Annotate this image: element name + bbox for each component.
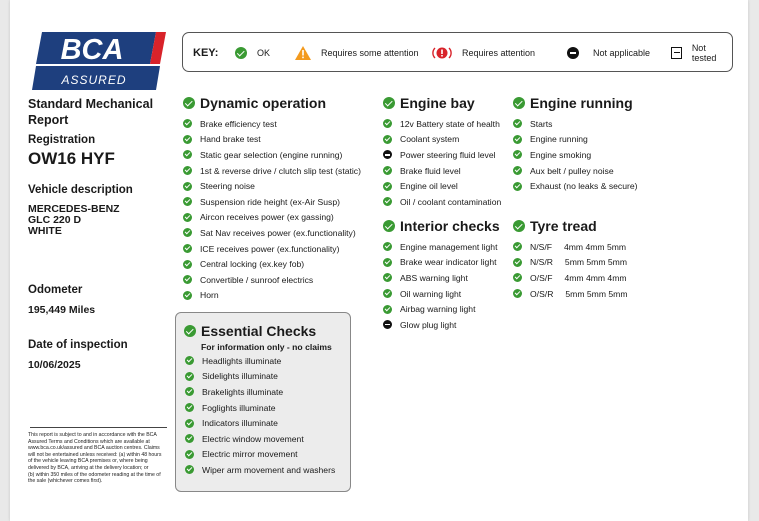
essential-checks-box	[175, 312, 351, 492]
check-item-label: Central locking (ex.key fob)	[200, 259, 305, 270]
engine-bay-section	[383, 95, 513, 210]
not-tested-icon	[671, 47, 682, 59]
check-item	[185, 431, 350, 447]
check-item-label: Convertible / sunroof electrics	[200, 274, 314, 285]
tyre-row	[513, 255, 653, 271]
check-item-label: Glow plug light	[400, 319, 457, 330]
dynamic-operation-section	[183, 95, 378, 303]
inspection-date-value: 10/06/2025	[28, 359, 81, 371]
check-item-label: Starts	[530, 118, 553, 129]
check-item-label: Headlights illuminate	[202, 355, 282, 366]
ok-icon	[184, 325, 196, 337]
ok-icon	[383, 258, 392, 267]
ok-icon	[183, 260, 192, 269]
key-requires-attention: Requires attention	[432, 33, 535, 73]
check-item-label: Oil / coolant contamination	[400, 196, 502, 207]
ok-icon	[513, 97, 525, 109]
ok-icon	[383, 197, 392, 206]
check-item	[183, 147, 378, 163]
check-item	[185, 462, 350, 478]
ok-icon	[383, 220, 395, 232]
check-item-label: Oil warning light	[400, 288, 462, 299]
check-item	[383, 239, 513, 255]
tyre-tread-section	[513, 218, 653, 301]
logo-sub-text: ASSURED	[61, 73, 127, 87]
check-item	[183, 132, 378, 148]
not-applicable-icon	[567, 47, 579, 59]
tyre-row	[513, 239, 653, 255]
logo-brand-text: BCA	[60, 34, 124, 66]
ok-icon	[383, 289, 392, 298]
tyre-depth: 4mm 4mm 4mm	[564, 272, 627, 283]
ok-icon	[185, 387, 194, 396]
check-item	[183, 272, 378, 288]
disclaimer-text: This report is subject to and in accordance with the BCA Assured Terms and Conditions which are available at www.bca.co.uk/assured and BCA auction centres. Claims will not be entertained unless received: (a) within 48 hours of the vehicle leaving BCA premises or, where being delivered by BCA, arriving at the delivery location; or (b) within 350 miles of the odometer reading at the time of the sale (whichever comes first).	[28, 432, 162, 485]
registration-label: Registration	[28, 134, 96, 146]
tyre-depth: 5mm 5mm 5mm	[564, 257, 627, 268]
ok-icon	[183, 97, 195, 109]
tyre-tread-title: Tyre tread	[513, 218, 653, 234]
ok-icon	[185, 356, 194, 365]
check-item-label: Aircon receives power (ex gassing)	[200, 212, 334, 223]
ok-icon	[383, 242, 392, 251]
dynamic-operation-title: Dynamic operation	[183, 95, 378, 111]
engine-running-title: Engine running	[513, 95, 653, 111]
check-item-label: Engine running	[530, 134, 588, 145]
ok-icon	[513, 119, 522, 128]
tyre-row	[513, 286, 653, 302]
check-item	[183, 225, 378, 241]
ok-icon	[183, 166, 192, 175]
ok-icon	[185, 465, 194, 474]
ok-icon	[183, 228, 192, 237]
check-item	[185, 400, 350, 416]
check-item	[183, 116, 378, 132]
bca-assured-logo	[32, 32, 166, 92]
check-item-label: Foglights illuminate	[202, 402, 276, 413]
check-item-label: Coolant system	[400, 134, 460, 145]
ok-icon	[513, 182, 522, 191]
check-item	[183, 210, 378, 226]
odometer-label: Odometer	[28, 284, 83, 296]
check-item	[383, 270, 513, 286]
check-item	[185, 353, 350, 369]
interior-checks-section	[383, 218, 513, 333]
check-item-label: 12v Battery state of health	[400, 118, 500, 129]
check-item	[183, 194, 378, 210]
ok-icon	[513, 166, 522, 175]
check-item-label: Engine management light	[400, 241, 498, 252]
vehicle-model: GLC 220 D	[28, 214, 82, 226]
tyre-depth: 4mm 4mm 5mm	[563, 241, 627, 252]
key-title: KEY:	[193, 47, 219, 59]
check-item	[185, 369, 350, 385]
ok-icon	[383, 182, 392, 191]
tyre-depth: 5mm 5mm 5mm	[565, 288, 628, 299]
check-item-label: Electric mirror movement	[202, 449, 298, 460]
check-item	[383, 116, 513, 132]
check-item	[383, 317, 513, 333]
check-item-label: Brake fluid level	[400, 165, 461, 176]
vehicle-description-label: Vehicle description	[28, 184, 133, 196]
check-item	[185, 384, 350, 400]
ok-icon	[183, 135, 192, 144]
essential-checks-subtitle: For information only - no claims	[201, 342, 332, 352]
ok-icon	[383, 305, 392, 314]
check-item-label: Static gear selection (engine running)	[200, 149, 343, 160]
ok-icon	[183, 213, 192, 222]
ok-icon	[183, 275, 192, 284]
check-item-label: Brakelights illuminate	[202, 386, 284, 397]
key-legend	[182, 32, 733, 72]
check-item-label: Suspension ride height (ex-Air Susp)	[200, 196, 340, 207]
engine-bay-title: Engine bay	[383, 95, 513, 111]
ok-icon	[383, 273, 392, 282]
ok-icon	[383, 166, 392, 175]
check-item-label: ABS warning light	[400, 272, 468, 283]
check-item-label: O/S/R	[530, 288, 554, 299]
check-item-label: Electric window movement	[202, 433, 304, 444]
report-page	[10, 0, 748, 521]
check-item-label: Engine smoking	[530, 149, 592, 160]
odometer-value: 195,449 Miles	[28, 304, 96, 316]
interior-checks-title: Interior checks	[383, 218, 513, 234]
check-item-label: N/S/F	[530, 241, 552, 252]
check-item	[383, 178, 513, 194]
ok-icon	[183, 197, 192, 206]
check-item	[183, 178, 378, 194]
check-item	[513, 178, 653, 194]
check-item-label: N/S/R	[530, 257, 553, 268]
ok-icon	[183, 182, 192, 191]
key-not-tested: Not tested	[671, 33, 732, 73]
check-item	[513, 163, 653, 179]
ok-icon	[183, 119, 192, 128]
check-item-label: Wiper arm movement and washers	[202, 464, 336, 475]
ok-icon	[513, 135, 522, 144]
key-not-applicable: Not applicable	[567, 33, 650, 73]
check-item-label: Indicators illuminate	[202, 418, 278, 429]
check-item	[183, 256, 378, 272]
check-item-label: Engine oil level	[400, 181, 458, 192]
check-item-label: 1st & reverse drive / clutch slip test (static)	[200, 165, 361, 176]
ok-icon	[185, 403, 194, 412]
check-item-label: Sat Nav receives power (ex.functionality)	[200, 227, 356, 238]
check-item	[183, 241, 378, 257]
check-item-label: Brake wear indicator light	[400, 257, 497, 268]
check-item	[513, 132, 653, 148]
check-item-label: Sidelights illuminate	[202, 371, 278, 382]
check-item	[383, 255, 513, 271]
tyre-row	[513, 270, 653, 286]
essential-checks-title: Essential Checks	[184, 323, 350, 339]
ok-icon	[513, 220, 525, 232]
check-item	[513, 116, 653, 132]
check-item-label: Airbag warning light	[400, 304, 476, 315]
ok-icon	[185, 372, 194, 381]
check-item	[383, 301, 513, 317]
check-item-label: Steering noise	[200, 181, 255, 192]
check-item-label: ICE receives power (ex.functionality)	[200, 243, 340, 254]
check-item-label: Exhaust (no leaks & secure)	[530, 181, 638, 192]
disclaimer-divider	[30, 427, 167, 428]
ok-icon	[513, 289, 522, 298]
check-item	[383, 132, 513, 148]
brake-warning-icon	[432, 45, 452, 61]
ok-icon	[183, 244, 192, 253]
report-title: Standard Mechanical Report	[28, 97, 154, 127]
warning-triangle-icon	[295, 46, 311, 60]
ok-icon	[235, 47, 247, 59]
vehicle-colour: WHITE	[28, 225, 62, 237]
ok-icon	[185, 450, 194, 459]
check-item-label: O/S/F	[530, 272, 553, 283]
check-item	[513, 147, 653, 163]
inspection-date-label: Date of inspection	[28, 339, 128, 351]
check-item	[383, 194, 513, 210]
check-item-label: Brake efficiency test	[200, 118, 277, 129]
key-ok: OK	[235, 33, 270, 73]
check-item	[383, 286, 513, 302]
key-some-attention: Requires some attention	[295, 33, 419, 73]
check-item-label: Power steering fluid level	[400, 149, 496, 160]
ok-icon	[185, 434, 194, 443]
ok-icon	[183, 150, 192, 159]
not-applicable-icon	[383, 150, 392, 159]
check-item	[183, 288, 378, 304]
ok-icon	[513, 150, 522, 159]
check-item	[383, 147, 513, 163]
check-item-label: Aux belt / pulley noise	[530, 165, 614, 176]
ok-icon	[183, 291, 192, 300]
check-item-label: Horn	[200, 290, 219, 301]
ok-icon	[513, 258, 522, 267]
not-applicable-icon	[383, 320, 392, 329]
ok-icon	[513, 242, 522, 251]
ok-icon	[383, 97, 395, 109]
registration-value: OW16 HYF	[28, 149, 115, 168]
check-item	[183, 163, 378, 179]
vehicle-make: MERCEDES-BENZ	[28, 203, 120, 215]
engine-running-section	[513, 95, 653, 194]
ok-icon	[513, 273, 522, 282]
ok-icon	[383, 119, 392, 128]
check-item	[185, 415, 350, 431]
check-item-label: Hand brake test	[200, 134, 261, 145]
check-item	[185, 447, 350, 463]
ok-icon	[383, 135, 392, 144]
ok-icon	[185, 419, 194, 428]
check-item	[383, 163, 513, 179]
